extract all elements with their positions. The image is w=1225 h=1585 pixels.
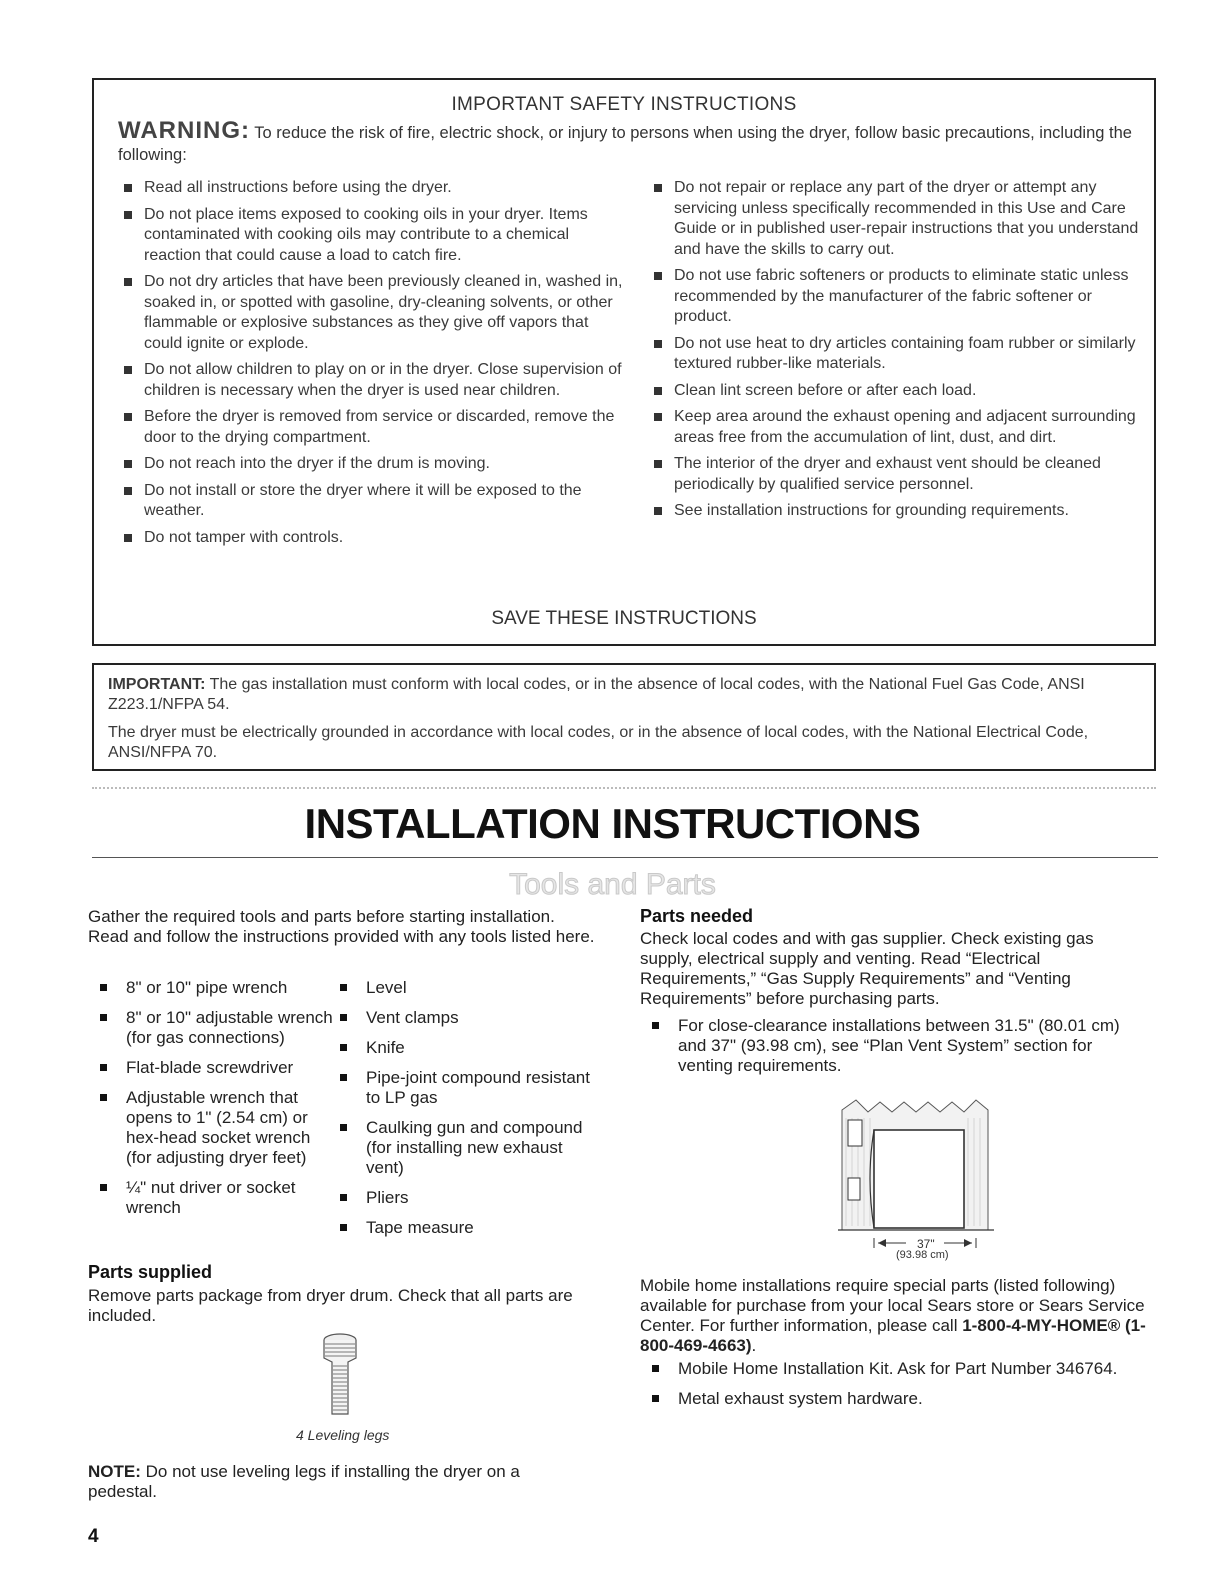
list-item: See installation instructions for grounding requirements. (644, 501, 1144, 522)
bullet-icon (100, 1184, 107, 1191)
list-item: Do not install or store the dryer where it will be exposed to the weather. (114, 481, 624, 522)
warning-text: To reduce the risk of fire, electric shock, or injury to persons when using the dryer, follow basic precautions, including the following: (118, 124, 1132, 164)
list-item: ¼" nut driver or socket wrench (88, 1178, 333, 1218)
parts-supplied-heading: Parts supplied (88, 1262, 213, 1282)
important-notice-box (92, 663, 1156, 771)
list-item: Do not dry articles that have been previously cleaned in, washed in, soaked in, or spotted with gasoline, dry-cleaning solvents, or other flammable or explosive substances as they give off vapors that could ignite or explode. (114, 272, 624, 354)
list-item: Do not use fabric softeners or products to eliminate static unless recommended by the manufacturer of the fabric softener or product. (644, 266, 1144, 328)
bullet-icon (654, 413, 662, 421)
list-item: Clean lint screen before or after each load. (644, 381, 1144, 402)
bullet-icon (124, 413, 132, 421)
page-number: 4 (88, 1526, 99, 1547)
bullet-icon (652, 1022, 659, 1029)
list-item: Vent clamps (328, 1008, 598, 1028)
bullet-icon (654, 340, 662, 348)
list-item: The interior of the dryer and exhaust vent should be cleaned periodically by qualified service personnel. (644, 454, 1144, 495)
list-item: Before the dryer is removed from service or discarded, remove the door to the drying compartment. (114, 407, 624, 448)
list-item: Do not use heat to dry articles containing foam rubber or similarly textured rubber-like materials. (644, 334, 1144, 375)
list-item: Do not allow children to play on or in the dryer. Close supervision of children is necessary when the dryer is used near children. (114, 360, 624, 401)
parts-needed-list (640, 1016, 1150, 1086)
bullet-icon (654, 460, 662, 468)
bullet-icon (340, 1074, 347, 1081)
leveling-leg-illustration (312, 1330, 368, 1420)
list-item: Level (328, 978, 598, 998)
bullet-icon (340, 1194, 347, 1201)
list-item: 8" or 10" pipe wrench (88, 978, 333, 998)
tools-list-col2 (328, 978, 598, 1248)
dimension-label-cm: (93.98 cm) (896, 1249, 949, 1261)
bullet-icon (124, 534, 132, 542)
bullet-icon (654, 387, 662, 395)
mobile-home-list (640, 1359, 1155, 1419)
bullet-icon (652, 1395, 659, 1402)
bullet-icon (652, 1365, 659, 1372)
safety-list-left (114, 178, 624, 554)
important-paragraph-1: IMPORTANT: The gas installation must conform with local codes, or in the absence of local codes, with the National Fuel Gas Code, ANSI Z223.1/NFPA 54. (108, 676, 1085, 713)
parts-needed-heading: Parts needed (640, 906, 754, 926)
list-item: Knife (328, 1038, 598, 1058)
save-instructions-title: SAVE THESE INSTRUCTIONS (491, 608, 757, 629)
leveling-legs-caption: 4 Leveling legs (296, 1427, 390, 1443)
list-item: Tape measure (328, 1218, 598, 1238)
bullet-icon (124, 487, 132, 495)
list-item: 8" or 10" adjustable wrench (for gas connections) (88, 1008, 333, 1048)
bullet-icon (654, 507, 662, 515)
bullet-icon (100, 1014, 107, 1021)
list-item: Do not tamper with controls. (114, 528, 624, 549)
warning-paragraph (118, 117, 1134, 166)
bullet-icon (100, 1064, 107, 1071)
list-item: Flat-blade screwdriver (88, 1058, 333, 1078)
note-label: NOTE: (88, 1462, 141, 1481)
list-item: Read all instructions before using the dryer. (114, 178, 624, 199)
bullet-icon (124, 366, 132, 374)
safety-title: IMPORTANT SAFETY INSTRUCTIONS (451, 94, 797, 115)
bullet-icon (654, 184, 662, 192)
bullet-icon (124, 211, 132, 219)
page-title: INSTALLATION INSTRUCTIONS (304, 800, 921, 847)
list-item: Metal exhaust system hardware. (640, 1389, 1155, 1409)
note-paragraph: NOTE: Do not use leveling legs if installing the dryer on a pedestal. (88, 1462, 520, 1501)
bullet-icon (100, 984, 107, 991)
dotted-divider (92, 787, 1156, 789)
close-clearance-illustration (836, 1098, 996, 1258)
safety-instructions-box (92, 78, 1156, 646)
parts-supplied-text: Remove parts package from dryer drum. Check that all parts are included. (88, 1286, 573, 1325)
bullet-icon (100, 1094, 107, 1101)
dimension-label: 37" (917, 1237, 935, 1251)
list-item: Keep area around the exhaust opening and adjacent surrounding areas free from the accumulation of lint, dust, and dirt. (644, 407, 1144, 448)
bullet-icon (340, 1124, 347, 1131)
mobile-home-paragraph: Mobile home installations require special parts (listed following) available for purchase from your local Sears store or Sears Service Center. For further information, please call 1-800-4-MY-HOME® (1-800-469-4663). (640, 1276, 1146, 1355)
section-heading-tools: Tools and Parts (509, 868, 716, 901)
list-item: Adjustable wrench that opens to 1" (2.54 cm) or hex-head socket wrench (for adjusting dryer feet) (88, 1088, 333, 1168)
list-item: Do not place items exposed to cooking oils in your dryer. Items contaminated with cooking oils may contribute to a chemical reaction that could cause a load to catch fire. (114, 205, 624, 267)
list-item: Do not reach into the dryer if the drum is moving. (114, 454, 624, 475)
bullet-icon (124, 460, 132, 468)
list-item: Do not repair or replace any part of the dryer or attempt any servicing unless specifically recommended in this Use and Care Guide or in published user-repair instructions that you understand and have the skills to carry out. (644, 178, 1144, 260)
bullet-icon (340, 1014, 347, 1021)
list-item: Pipe-joint compound resistant to LP gas (328, 1068, 598, 1108)
warning-label: WARNING: (118, 117, 250, 144)
list-item: Mobile Home Installation Kit. Ask for Part Number 346764. (640, 1359, 1155, 1379)
list-item: Caulking gun and compound (for installing new exhaust vent) (328, 1118, 598, 1178)
important-paragraph-2: The dryer must be electrically grounded in accordance with local codes, or in the absence of local codes, with the National Electrical Code, ANSI/NFPA 70. (108, 724, 1089, 761)
bullet-icon (124, 278, 132, 286)
tools-list-col1 (88, 978, 333, 1228)
list-item: Pliers (328, 1188, 598, 1208)
bullet-icon (340, 1224, 347, 1231)
list-item: For close-clearance installations between 31.5" (80.01 cm) and 37" (93.98 cm), see “Plan Vent System” section for venting requirements. (640, 1016, 1150, 1076)
parts-needed-text: Check local codes and with gas supplier. Check existing gas supply, electrical supply and venting. Read “Electrical Requirements,” “Gas Supply Requirements” and “Venting Requirements” before purchasing parts. (640, 929, 1094, 1008)
phone-number: 1-800-4-MY-HOME® (1-800-469-4663) (640, 1316, 1146, 1355)
bullet-icon (124, 184, 132, 192)
bullet-icon (654, 272, 662, 280)
safety-list-right (644, 178, 1144, 528)
section-divider (92, 857, 1158, 858)
important-label: IMPORTANT: (108, 676, 206, 693)
gather-paragraph: Gather the required tools and parts before starting installation. Read and follow the instructions provided with any tools listed here. (88, 907, 595, 946)
bullet-icon (340, 984, 347, 991)
bullet-icon (340, 1044, 347, 1051)
